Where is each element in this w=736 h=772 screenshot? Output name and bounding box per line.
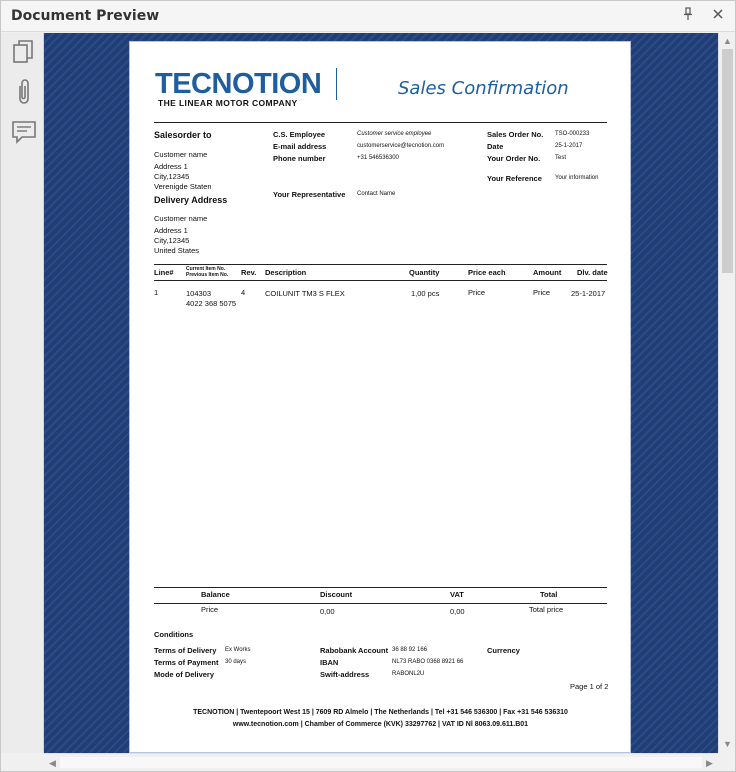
- terms-payment-label: Terms of Payment: [154, 658, 219, 667]
- vertical-scroll-thumb[interactable]: [722, 49, 733, 273]
- your-order-no-label: Your Order No.: [487, 154, 541, 163]
- date-label: Date: [487, 142, 504, 151]
- row-rev: 4: [241, 288, 246, 297]
- document-title: Sales Confirmation: [398, 78, 569, 99]
- representative-value: Contact Name: [357, 191, 396, 197]
- your-reference-label: Your Reference: [487, 174, 542, 183]
- sales-order-no-label: Sales Order No.: [487, 130, 544, 139]
- document-viewport[interactable]: [44, 33, 718, 753]
- salesorder-name: Customer name: [154, 150, 208, 159]
- row-description: COILUNIT TM3 S FLEX: [265, 289, 345, 298]
- company-tagline: THE LINEAR MOTOR COMPANY: [158, 98, 298, 108]
- col-price-header: Price each: [468, 268, 506, 277]
- logo-divider: [336, 68, 337, 100]
- scroll-up-arrow[interactable]: ▲: [723, 36, 732, 46]
- phone-value: +31 546536300: [357, 155, 399, 161]
- bank-account-value: 36 88 92 166: [392, 647, 428, 653]
- discount-header: Discount: [320, 590, 353, 599]
- row-quantity: 1,00 pcs: [411, 289, 440, 298]
- scroll-down-arrow[interactable]: ▼: [723, 739, 732, 749]
- totals-top-rule: [154, 587, 607, 588]
- scroll-right-arrow[interactable]: ▶: [706, 758, 713, 768]
- conditions-label: Conditions: [154, 630, 194, 639]
- salesorder-city: City,12345: [154, 172, 190, 181]
- comment-icon[interactable]: [11, 119, 37, 147]
- col-quantity-header: Quantity: [409, 268, 440, 277]
- col-dlv-header: Dlv. date: [577, 268, 608, 277]
- cs-employee-label: C.S. Employee: [273, 130, 326, 139]
- bank-account-label: Rabobank Account: [320, 646, 389, 655]
- date-value: 25-1-2017: [555, 143, 583, 149]
- col-previous-header: Previous Item No.: [186, 272, 229, 278]
- delivery-address: Address 1: [154, 226, 188, 235]
- horizontal-scroll-thumb[interactable]: [60, 757, 702, 768]
- currency-label: Currency: [487, 646, 520, 655]
- page-number: Page 1 of 2: [570, 682, 609, 691]
- swift-label: Swift-address: [320, 670, 370, 679]
- row-current-item: 104303: [186, 289, 212, 298]
- salesorder-country: Verenigde Staten: [154, 182, 212, 191]
- scroll-left-arrow[interactable]: ◀: [49, 758, 56, 768]
- row-previous-item: 4022 368 5075: [186, 299, 237, 308]
- col-rev-header: Rev.: [241, 268, 257, 277]
- row-price: Price: [468, 288, 486, 297]
- company-logo: TECNOTION: [155, 68, 322, 100]
- delivery-city: City,12345: [154, 236, 190, 245]
- col-description-header: Description: [265, 268, 307, 277]
- delivery-country: United States: [154, 246, 200, 255]
- phone-label: Phone number: [273, 154, 326, 163]
- row-line: 1: [154, 288, 159, 297]
- your-order-no-value: Test: [555, 155, 567, 161]
- terms-payment-value: 30 days: [225, 659, 247, 665]
- footer-address: TECNOTION | Twentepoort West 15 | 7609 RD Almelo | The Netherlands | Tel +31 546 536300 | Fax +31 546 536310: [193, 709, 568, 716]
- row-dlv-date: 25-1-2017: [571, 289, 606, 298]
- sidebar: [1, 33, 44, 753]
- salesorder-to-label: Salesorder to: [154, 130, 212, 140]
- col-current-header: Current Item No.: [186, 266, 226, 272]
- pin-icon[interactable]: [679, 7, 697, 25]
- pages-icon[interactable]: [11, 39, 37, 67]
- cs-employee-value: Customer service employee: [357, 131, 432, 137]
- balance-header: Balance: [201, 590, 230, 599]
- sales-order-no-value: TSO-000233: [555, 131, 590, 137]
- swift-value: RABONL2U: [392, 671, 425, 677]
- representative-label: Your Representative: [273, 190, 346, 199]
- email-label: E-mail address: [273, 142, 327, 151]
- title-bar: [1, 1, 735, 32]
- terms-delivery-value: Ex Works: [225, 647, 251, 653]
- email-value: customerservice@tecnotion.com: [357, 143, 445, 149]
- terms-delivery-label: Terms of Delivery: [154, 646, 217, 655]
- col-amount-header: Amount: [533, 268, 562, 277]
- iban-label: IBAN: [320, 658, 339, 667]
- vertical-scrollbar[interactable]: [718, 33, 735, 753]
- header-rule: [154, 122, 607, 123]
- delivery-name: Customer name: [154, 214, 208, 223]
- window-title: Document Preview: [11, 8, 160, 24]
- row-amount: Price: [533, 288, 551, 297]
- balance-value: Price: [201, 605, 219, 614]
- table-top-rule: [154, 264, 607, 265]
- paperclip-icon[interactable]: [11, 77, 37, 105]
- vat-value: 0,00: [450, 607, 465, 616]
- horizontal-scrollbar[interactable]: [44, 753, 718, 771]
- total-header: Total: [540, 590, 558, 599]
- vat-header: VAT: [450, 590, 464, 599]
- salesorder-address: Address 1: [154, 162, 188, 171]
- iban-value: NL73 RABO 0368 8921 66: [392, 659, 464, 665]
- total-value: Total price: [529, 605, 564, 614]
- mode-delivery-label: Mode of Delivery: [154, 670, 215, 679]
- document-page: [129, 41, 631, 753]
- col-line-header: Line#: [154, 268, 174, 277]
- totals-header-rule: [154, 603, 607, 604]
- scroll-corner: [718, 753, 735, 771]
- delivery-address-label: Delivery Address: [154, 195, 228, 205]
- your-reference-value: Your information: [555, 175, 599, 181]
- table-header-rule: [154, 280, 607, 281]
- footer-registration: www.tecnotion.com | Chamber of Commerce (KVK) 33297762 | VAT ID Nl 8063.09.611.B01: [232, 721, 529, 728]
- discount-value: 0,00: [320, 607, 335, 616]
- close-icon[interactable]: [709, 7, 727, 25]
